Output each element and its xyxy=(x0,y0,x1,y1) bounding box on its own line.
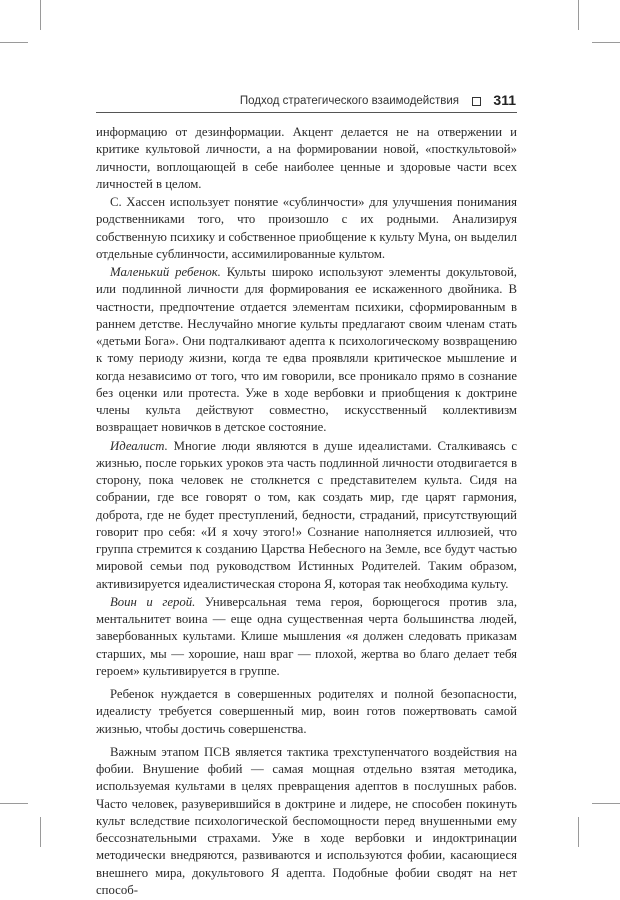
paragraph xyxy=(96,594,517,680)
paragraph xyxy=(96,264,517,437)
paragraph-lead: Воин и герой. xyxy=(110,594,196,609)
crop-mark-bottom-right-h xyxy=(592,803,620,804)
crop-mark-bottom-right-v xyxy=(578,817,579,847)
paragraph xyxy=(96,686,517,738)
header-title: Подход стратегического взаимодействия xyxy=(239,95,459,107)
paragraph xyxy=(96,124,517,193)
paragraph-text: С. Хассен использует понятие «сублинчости» для улучшения понимания родственниками того, что произошло с их родными. Анализируя собственную психику и собственное приобщение к культу Муна, он выделил отдельные сублинчости, ассимилированные культом. xyxy=(96,195,517,261)
paragraph xyxy=(96,744,517,899)
paragraph-text: Многие люди являются в душе идеалистами. Сталкиваясь с жизнью, после горьких уроков эта часть подлинной личности отодвигается в сторону, пока человек не столкнется с представителем культа. Сидя на собрании, где все говорят о том, как создать мир, где царят гармония, доброта, где не будет преступлений, бедности, страданий, присутствующий говорит про себя: «И я хочу этого!» Сознание наполняется иллюзией, что группа стремится к созданию Царства Небесного на Земле, все будут частью мировой семьи под руководством Истинных Родителей. Таким образом, активизируется идеалистическая сторона Я, которая так необходима культу. xyxy=(96,438,517,591)
square-bullet-icon xyxy=(472,97,481,106)
crop-mark-top-left-v xyxy=(40,0,41,30)
crop-mark-bottom-left-v xyxy=(40,817,41,847)
paragraph-text: информацию от дезинформации. Акцент делается не на отвержении и критике культовой личности, а на формировании новой, «посткультовой» личности, воплощающей в себе наиболее ценные и здоровые части всех личностей в целом. xyxy=(96,125,517,191)
running-header xyxy=(96,92,517,113)
paragraph-text: Универсальная тема героя, борющегося против зла, ментальнитет воина — еще одна существенная черта большинства людей, завербованных культами. Клише мышления «я должен следовать приказам старших, мы — хорошие, наш враг — плохой, жертва во благо делает тебя героем» культивируется в группе. xyxy=(96,594,518,678)
paragraph-text: Важным этапом ПСВ является тактика трехступенчатого воздействия на фобии. Внушение фобий — самая мощная отдельно взятая методика, используемая культами в целях превращения адептов в послушных рабов. Часто человек, разуверившийся в доктрине и лидере, не способен покинуть культ вследствие психологической беспомощности перед внушенными ему бессознательными страхами. Уже в ходе вербовки и индоктринации методически внедряются, развиваются и используются фобии, касающиеся внешнего мира, докультового Я адепта. Подобные фобии сводят на нет способ- xyxy=(96,744,517,897)
page-number: 311 xyxy=(493,92,516,108)
paragraph xyxy=(96,438,517,593)
crop-mark-bottom-left-h xyxy=(0,803,28,804)
crop-mark-top-right-v xyxy=(578,0,579,30)
paragraph xyxy=(96,194,517,263)
body-text xyxy=(96,124,517,900)
crop-mark-top-right-h xyxy=(592,42,620,43)
paragraph-text: Ребенок нуждается в совершенных родителях и полной безопасности, идеалисту требуется совершенный мир, воин готов пожертвовать самой жизнью, чтобы достичь совершенства. xyxy=(96,687,517,736)
paragraph-lead: Идеалист. xyxy=(110,438,168,453)
paragraph-text: Культы широко используют элементы докультовой, или подлинной личности для формирования ее искаженного двойника. В частности, предпочтение отдается элементам психики, сформированным в раннем детстве. Неслучайно многие культы предлагают своим членам стать «детьми Бога». Они подталкивают адепта к психологическому возвращению к тому периоду жизни, когда те едва проявляли критическое мышление и когда независимо от того, что им говорили, все проникало прямо в сознание без оценки или протеста. Уже в ходе вербовки и приобщения к доктрине члены культа действуют совместно, искусственный коллективизм возвращает новичков в детское состояние. xyxy=(96,265,517,435)
crop-mark-top-left-h xyxy=(0,42,28,43)
paragraph-lead: Маленький ребенок. xyxy=(110,265,221,279)
